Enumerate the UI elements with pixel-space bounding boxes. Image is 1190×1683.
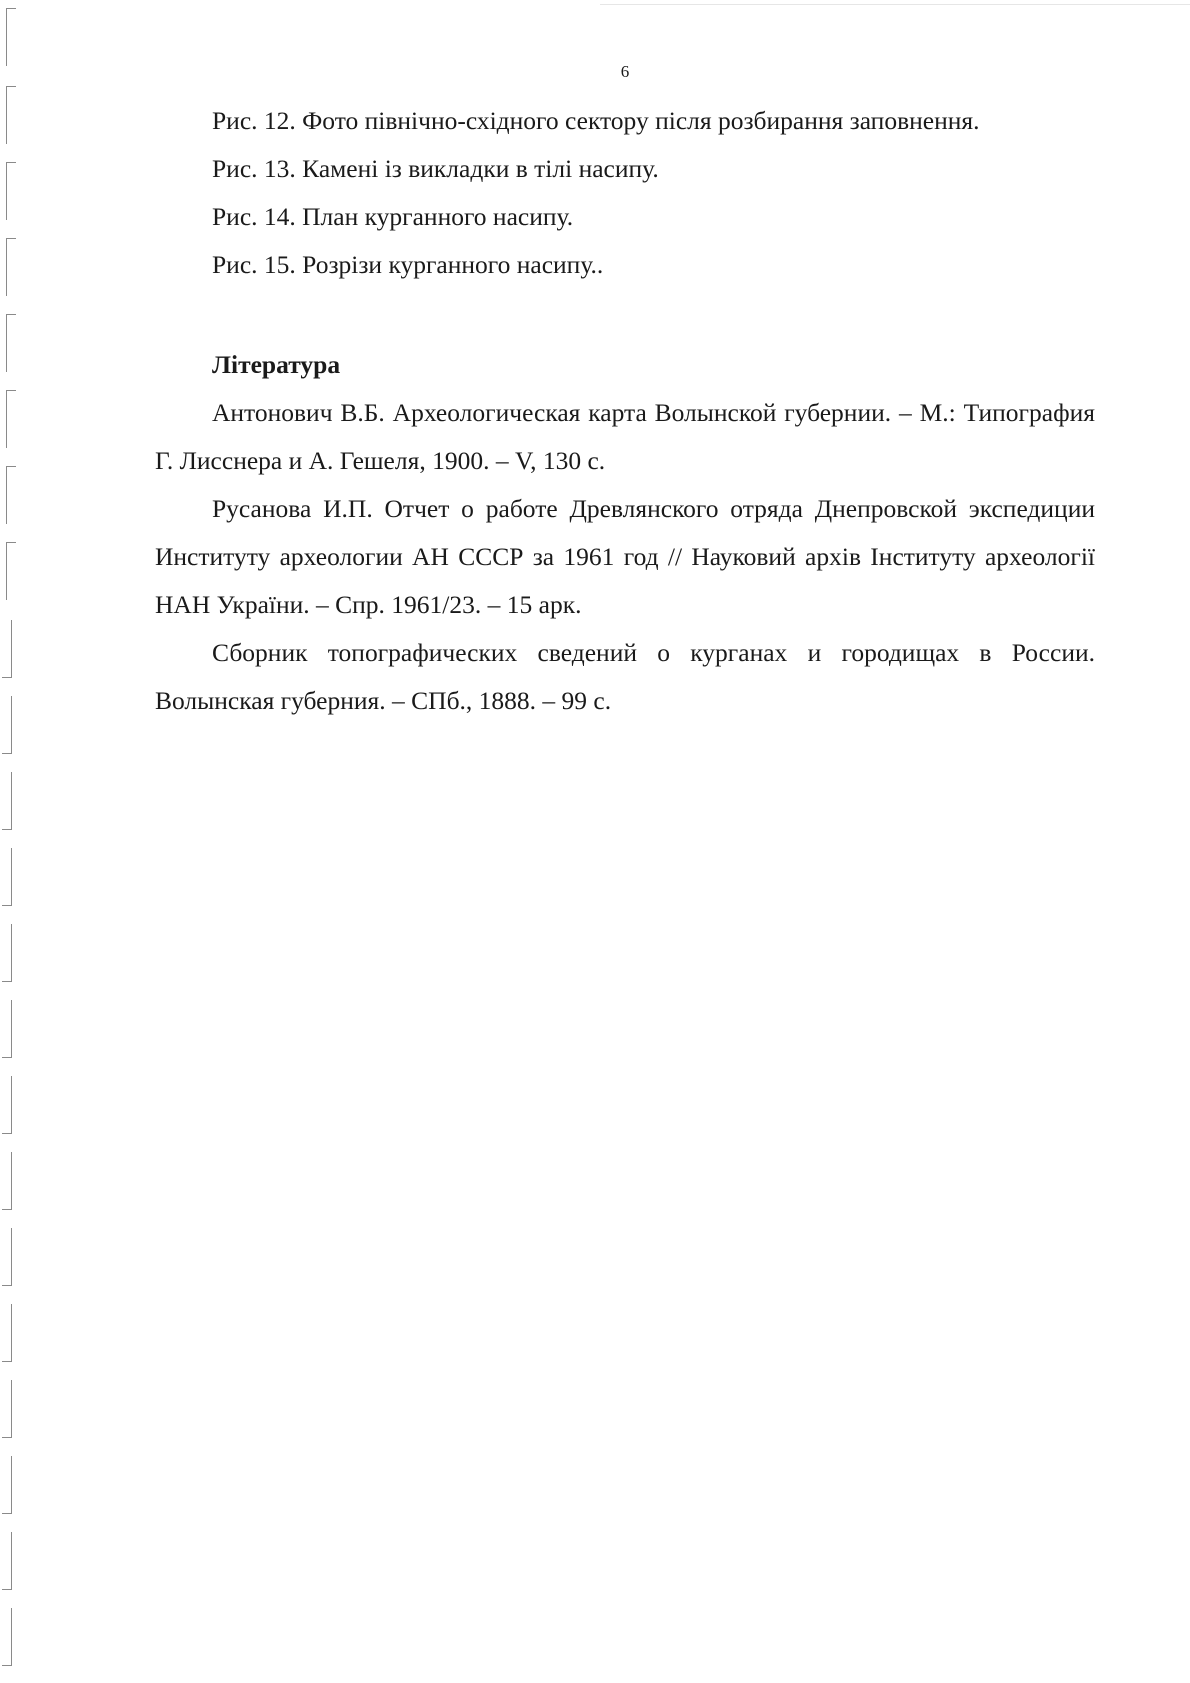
page-number: 6 (620, 62, 630, 81)
binding-mark (6, 86, 16, 144)
binding-mark (6, 238, 16, 296)
reference-list (155, 389, 1095, 725)
figure-caption: Рис. 14. План курганного насипу. (212, 202, 574, 231)
figure-caption: Рис. 15. Розрізи курганного насипу.. (212, 250, 604, 279)
literature-heading: Література (212, 350, 341, 379)
binding-mark (2, 1608, 12, 1666)
binding-mark (2, 1456, 12, 1514)
reference-item: Русанова И.П. Отчет о работе Древлянского отряда Днепровской экспедиции Институту археологии АН СССР за 1961 год // Науковий архів Інституту археології НАН України. – Спр. 1961/23. – 15 арк. (155, 494, 1095, 619)
binding-mark (6, 8, 16, 66)
binding-mark (6, 162, 16, 220)
binding-mark (6, 466, 16, 524)
binding-mark (2, 1532, 12, 1590)
reference-item: Антонович В.Б. Археологическая карта Волынской губернии. – М.: Типография Г. Лисснера и А. Гешеля, 1900. – V, 130 с. (155, 398, 1095, 475)
figure-caption: Рис. 13. Камені із викладки в тілі насипу. (212, 154, 659, 183)
binding-mark (2, 1228, 12, 1286)
binding-marks (0, 0, 30, 1683)
binding-mark (2, 620, 12, 678)
binding-mark (2, 848, 12, 906)
binding-mark (2, 772, 12, 830)
binding-mark (2, 696, 12, 754)
binding-mark (2, 1304, 12, 1362)
binding-mark (2, 1000, 12, 1058)
binding-mark (2, 924, 12, 982)
binding-mark (2, 1380, 12, 1438)
scan-edge-line (600, 4, 1190, 5)
binding-mark (6, 390, 16, 448)
binding-mark (6, 542, 16, 600)
reference-item: Сборник топографических сведений о курганах и городищах в России. Волынская губерния. – СПб., 1888. – 99 с. (155, 638, 1095, 715)
figure-caption: Рис. 12. Фото північно-східного сектору після розбирання заповнення. (212, 106, 980, 135)
figure-list (155, 97, 1095, 289)
binding-mark (6, 314, 16, 372)
binding-mark (2, 1152, 12, 1210)
binding-mark (2, 1076, 12, 1134)
